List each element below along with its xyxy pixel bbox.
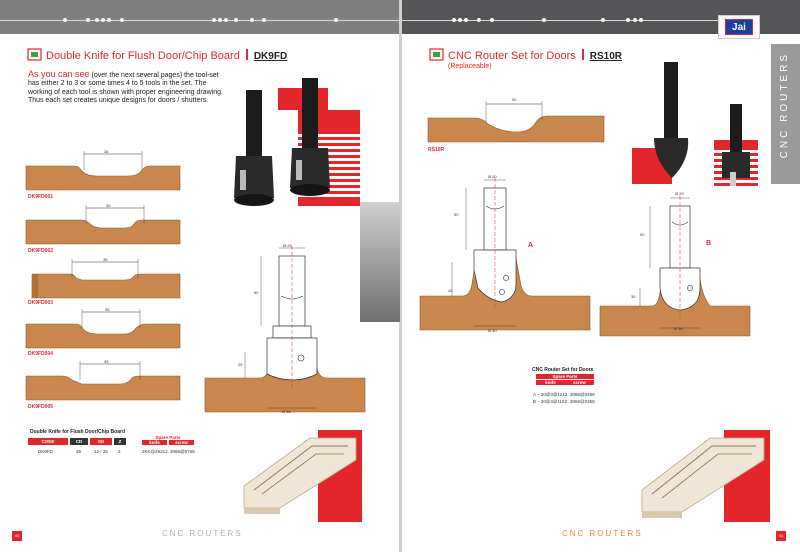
- profile-1: [26, 151, 180, 190]
- banner-dot: [490, 18, 494, 22]
- drawing-a-dim-bottom: Ø 40: [488, 328, 497, 333]
- banner-dot: [458, 18, 462, 22]
- left-door-panel: [240, 430, 362, 522]
- banner-dot: [262, 18, 266, 22]
- right-page-number: 41: [776, 531, 786, 541]
- banner-dot: [334, 18, 338, 22]
- td-screw: 3066@0758: [170, 449, 195, 454]
- profile-label-4: DK9FD004: [28, 351, 54, 357]
- right-table-title: CNC Router Set for Doors: [532, 367, 594, 373]
- intro-text: the tool-set has either 2 to 3 or some times 4 to 5 tools in the set. The working of each tool is shown with proper engineering drawing. Thus each set creates unique designs for doors / shutters.: [28, 72, 223, 105]
- th-knife: knife: [142, 440, 167, 445]
- banner-dot: [218, 18, 222, 22]
- profile-dim-3: 35: [103, 257, 108, 262]
- drawing-b-dim-top: Ø 20: [675, 191, 684, 196]
- td-cd: 36: [76, 449, 82, 454]
- th-spare: Spare Parts: [155, 435, 181, 440]
- top-banner-left: [0, 0, 400, 34]
- drawing-a-dim-cut: 40: [448, 288, 453, 293]
- th-code: CODE: [28, 438, 68, 445]
- rt-screw: screw: [565, 380, 594, 385]
- left-table-title: Double Knife for Flush Door/Chip Board: [30, 429, 125, 435]
- profile-5: [26, 361, 180, 400]
- drawing-b-dim-bottom: Ø 36: [674, 326, 683, 331]
- banner-dot: [86, 18, 90, 22]
- banner-line-left: [0, 20, 400, 21]
- rt-row-b-knife: - 20@4@1152: [538, 399, 568, 404]
- drawing-b-label: B: [706, 240, 712, 247]
- th-screw: screw: [169, 440, 194, 445]
- profile-3: [32, 259, 180, 298]
- title-separator: [582, 49, 584, 60]
- rt-row-b-label: B: [533, 399, 537, 404]
- banner-dot: [120, 18, 124, 22]
- rt-spare: Spare Parts: [536, 374, 594, 379]
- right-title-code: RS10R: [589, 51, 623, 62]
- drawing-dim-top: Ø 25: [283, 243, 292, 248]
- right-door-panel: [640, 430, 770, 522]
- profile-dim-2: 35: [106, 203, 111, 208]
- th-sd: SD: [90, 438, 112, 445]
- jai-logo: [718, 15, 760, 39]
- profile-label-1: DK9FD001: [28, 194, 54, 200]
- rt-row-a-knife: - 20@4@1212: [538, 392, 568, 397]
- td-knife: 2KK@25212: [142, 449, 168, 454]
- banner-dot: [95, 18, 99, 22]
- rt-knife: knife: [536, 380, 565, 385]
- banner-dot: [224, 18, 228, 22]
- drawing-a-label: A: [528, 242, 534, 249]
- rs10r-profile-label: RS10R: [428, 147, 445, 153]
- banner-dot: [464, 18, 468, 22]
- side-tab: [771, 44, 800, 184]
- left-intro: [28, 70, 228, 106]
- left-page-number: 40: [12, 531, 22, 541]
- drawing-dim-cut: 25: [238, 362, 243, 367]
- dk9fd-profiles: [24, 140, 184, 440]
- rt-row-b-screw: 3066@0358: [570, 399, 595, 404]
- drawing-b-dim-height: 50: [640, 232, 645, 237]
- intro-lead: As you can see: [28, 69, 90, 79]
- left-title-code: DK9FD: [253, 51, 288, 62]
- rs10r-profile-dim: 50: [512, 97, 517, 102]
- drawing-a-dim-top: Ø 20: [488, 174, 497, 179]
- th-cd: CD: [70, 438, 88, 445]
- profile-dim-5: 35: [104, 359, 109, 364]
- right-subtitle: (Replaceable): [448, 63, 492, 70]
- banner-dot: [542, 18, 546, 22]
- banner-dot: [212, 18, 216, 22]
- profile-dim-1: 35: [104, 149, 109, 154]
- banner-dot: [452, 18, 456, 22]
- banner-dot: [626, 18, 630, 22]
- title-separator: [246, 49, 248, 60]
- banner-dot: [477, 18, 481, 22]
- banner-dot: [101, 18, 105, 22]
- banner-dot: [63, 18, 67, 22]
- banner-dot: [633, 18, 637, 22]
- right-title-text: CNC Router Set for Doors: [448, 50, 576, 62]
- td-code: DK9FD: [38, 449, 53, 454]
- drawing-dim-bottom: Ø 36: [282, 409, 291, 414]
- profile-4: [26, 309, 180, 348]
- rs10r-tool-photo: [630, 60, 775, 190]
- rt-row-a-screw: 3066@0358: [570, 392, 595, 397]
- banner-dot: [234, 18, 238, 22]
- profile-label-3: DK9FD003: [28, 300, 54, 306]
- title-bullet-icon: [430, 49, 443, 60]
- drawing-b-dim-cut: 30: [631, 294, 636, 299]
- left-footer: CNC ROUTERS: [162, 529, 243, 538]
- banner-dot: [250, 18, 254, 22]
- banner-dot: [107, 18, 111, 22]
- title-bullet-icon: [28, 49, 41, 60]
- profile-label-2: DK9FD002: [28, 248, 54, 254]
- side-tab-text: CNC ROUTERS: [779, 52, 790, 159]
- left-title-text: Double Knife for Flush Door/Chip Board: [46, 50, 240, 62]
- profile-dim-4: 35: [105, 307, 110, 312]
- gray-gradient-block: [360, 202, 400, 322]
- right-footer: CNC ROUTERS: [562, 529, 643, 538]
- jai-logo-text: Jai: [725, 19, 753, 35]
- banner-dot: [601, 18, 605, 22]
- drawing-a-dim-height: 50: [454, 212, 459, 217]
- dk9fd-tool-drawing: [205, 240, 365, 420]
- td-z: 2: [118, 449, 121, 454]
- td-sd: 12 / 25: [94, 449, 108, 454]
- rs10r-drawing-a: [420, 170, 590, 340]
- rt-row-a-label: A: [533, 392, 537, 397]
- dk9fd-tool-photo: [210, 60, 360, 210]
- th-z: Z: [114, 438, 126, 445]
- profile-2: [26, 205, 180, 244]
- profile-label-5: DK9FD005: [28, 404, 54, 410]
- right-title: [448, 49, 622, 62]
- banner-dot: [639, 18, 643, 22]
- rs10r-drawing-b: [600, 192, 750, 342]
- intro-paren: (over the next several pages): [89, 72, 183, 79]
- drawing-dim-height: 50: [254, 290, 259, 295]
